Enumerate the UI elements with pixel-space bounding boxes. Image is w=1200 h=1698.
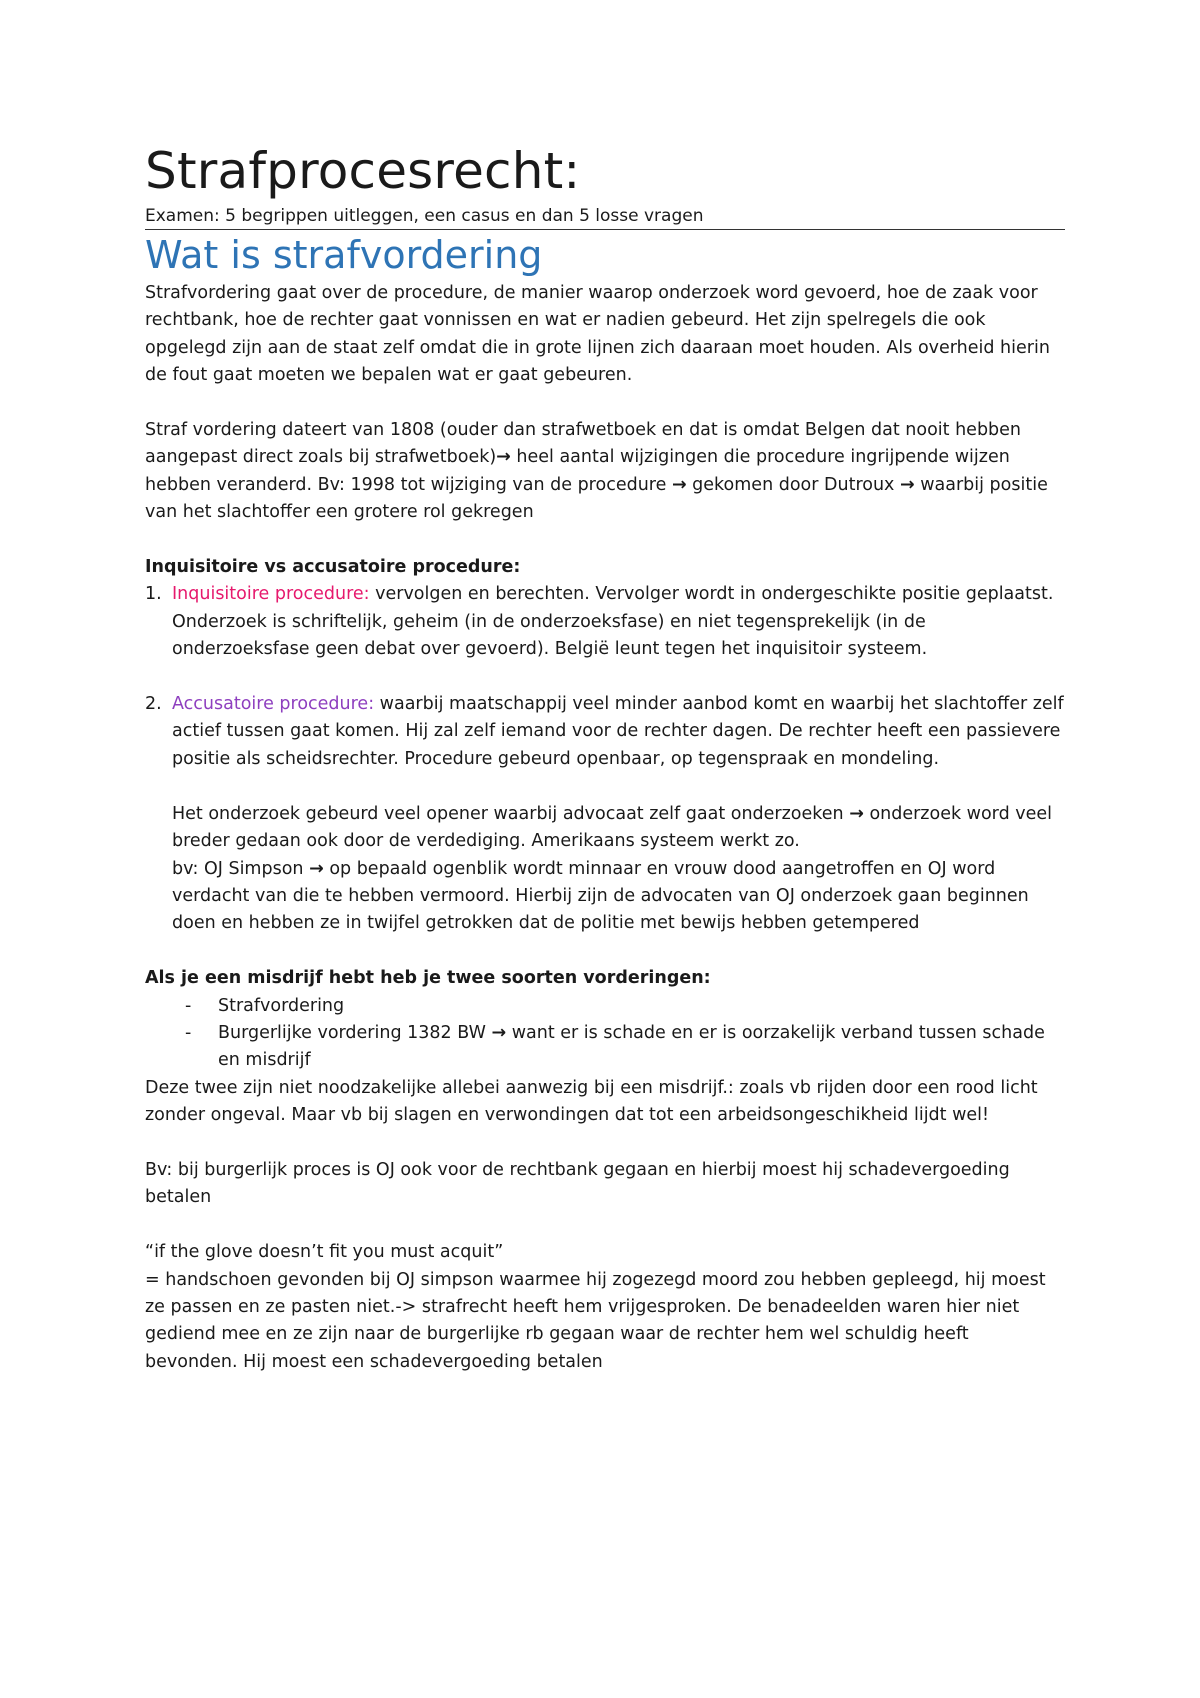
arrow-icon: →	[849, 803, 864, 824]
arrow-icon: →	[496, 447, 511, 468]
list-spacer	[145, 773, 1065, 800]
quote-explanation: = handschoen gevonden bij OJ simpson waarmee hij zogezegd moord zou hebben gepleegd, hij moest ze passen en ze pasten niet.-> strafrecht heeft hem vrijgesproken. De benadeelden waren hier niet gediend mee en ze zijn naar de burgerlijke rb gegaan waar de rechter hem wel schuldig heeft bevonden. Hij moest een schadevergoeding betalen	[145, 1269, 1046, 1372]
spacer	[145, 938, 1065, 965]
dash-bullet: -	[185, 1022, 192, 1043]
accusatoire-extra-2b: op bepaald ogenblik wordt minnaar en vrouw dood aangetroffen en OJ word verdacht van die te hebben vermoord. Hierbij zijn de advocaten van OJ onderzoek gaan beginnen doen en hebben ze in twijfel getrokken dat de politie met bewijs hebben getempered	[172, 858, 1029, 934]
list-item	[145, 691, 1065, 773]
list-number: 1.	[145, 584, 162, 605]
spacer	[145, 527, 1065, 554]
spacer	[145, 1130, 1065, 1157]
intro-paragraph: Strafvordering gaat over de procedure, de manier waarop onderzoek word gevoerd, hoe de zaak voor rechtbank, hoe de rechter gaat vonnissen en wat er nadien gebeurd. Het zijn spelregels die ook opgelegd zijn aan de staat zelf omdat die in grote lijnen zich daaraan moet houden. Als overheid hierin de fout gaat moeten we bepalen wat er gaat gebeuren.	[145, 283, 1050, 386]
history-text-3: gekomen door Dutroux	[686, 474, 900, 495]
arrow-icon: →	[309, 858, 324, 879]
list-spacer	[145, 664, 1065, 691]
history-paragraph	[145, 417, 1065, 527]
list-item	[145, 581, 1065, 663]
arrow-icon: →	[491, 1022, 507, 1043]
claim-text: Strafvordering	[218, 995, 345, 1016]
claims-heading: Als je een misdrijf hebt heb je twee soorten vorderingen:	[145, 968, 711, 989]
arrow-icon: →	[899, 474, 915, 495]
procedures-list	[145, 581, 1065, 937]
history-text-2: heel aantal wijzigingen die procedure ingrijpende wijzen hebben veranderd. Bv: 1998 tot wijziging van de procedure	[145, 447, 1010, 495]
spacer	[145, 390, 1065, 417]
section-heading: Wat is strafvordering	[145, 233, 543, 277]
accusatoire-text: waarbij maatschappij veel minder aanbod komt en waarbij het slachtoffer zelf actief tussen gaat komen. Hij zal zelf iemand voor de rechter dagen. De rechter heeft een passievere positie als scheidsrechter. Procedure gebeurd openbaar, op tegenspraak en mondeling.	[172, 694, 1064, 769]
claim-text-continued: want er is schade en er is oorzakelijk verband tussen schade en misdrijf	[218, 1022, 1045, 1071]
exam-subtitle: Examen: 5 begrippen uitleggen, een casus en dan 5 losse vragen	[145, 204, 1065, 230]
list-item	[145, 1020, 1065, 1075]
spacer	[145, 1212, 1065, 1239]
accusatoire-extra-2a: bv: OJ Simpson	[172, 858, 310, 879]
civil-example: Bv: bij burgerlijk proces is OJ ook voor de rechtbank gegaan en hierbij moest hij schadevergoeding betalen	[145, 1159, 1010, 1208]
claims-note: Deze twee zijn niet noodzakelijke allebei aanwezig bij een misdrijf.: zoals vb rijden door een rood licht zonder ongeval. Maar vb bij slagen en verwondingen dat tot een arbeidsongeschikheid lijdt wel!	[145, 1077, 1038, 1126]
claims-list	[145, 993, 1065, 1075]
inquisitoire-term: Inquisitoire procedure:	[172, 584, 370, 605]
list-continuation	[145, 801, 1065, 856]
claim-text: Burgerlijke vordering 1382 BW	[218, 1022, 492, 1043]
document-page	[145, 140, 1065, 1376]
accusatoire-extra-1a: Het onderzoek gebeurd veel opener waarbij advocaat zelf gaat onderzoeken	[172, 803, 850, 824]
glove-quote: “if the glove doesn’t fit you must acquit”	[145, 1242, 504, 1263]
arrow-icon: →	[671, 474, 687, 495]
dash-bullet: -	[185, 995, 192, 1016]
history-text-4: waarbij positie van het slachtoffer een grotere rol gekregen	[145, 474, 1048, 523]
list-item	[145, 993, 1065, 1020]
list-number: 2.	[145, 694, 162, 715]
history-text-1: Straf vordering dateert van 1808 (ouder dan strafwetboek en dat is omdat Belgen dat nooit hebben aangepast direct zoals bij strafwetboek)	[145, 420, 1022, 468]
procedures-heading: Inquisitoire vs accusatoire procedure:	[145, 557, 521, 578]
accusatoire-term: Accusatoire procedure:	[172, 694, 375, 715]
accusatoire-extra-1b: onderzoek word veel breder gedaan ook door de verdediging. Amerikaans systeem werkt zo.	[172, 803, 1052, 852]
inquisitoire-text: vervolgen en berechten. Vervolger wordt in ondergeschikte positie geplaatst. Onderzoek is schriftelijk, geheim (in de onderzoeksfase) en niet tegensprekelijk (in de onderzoeksfase geen debat over gevoerd). België leunt tegen het inquisitoir systeem.	[172, 584, 1054, 660]
list-continuation	[145, 856, 1065, 938]
document-title: Strafprocesrecht:	[145, 142, 581, 200]
